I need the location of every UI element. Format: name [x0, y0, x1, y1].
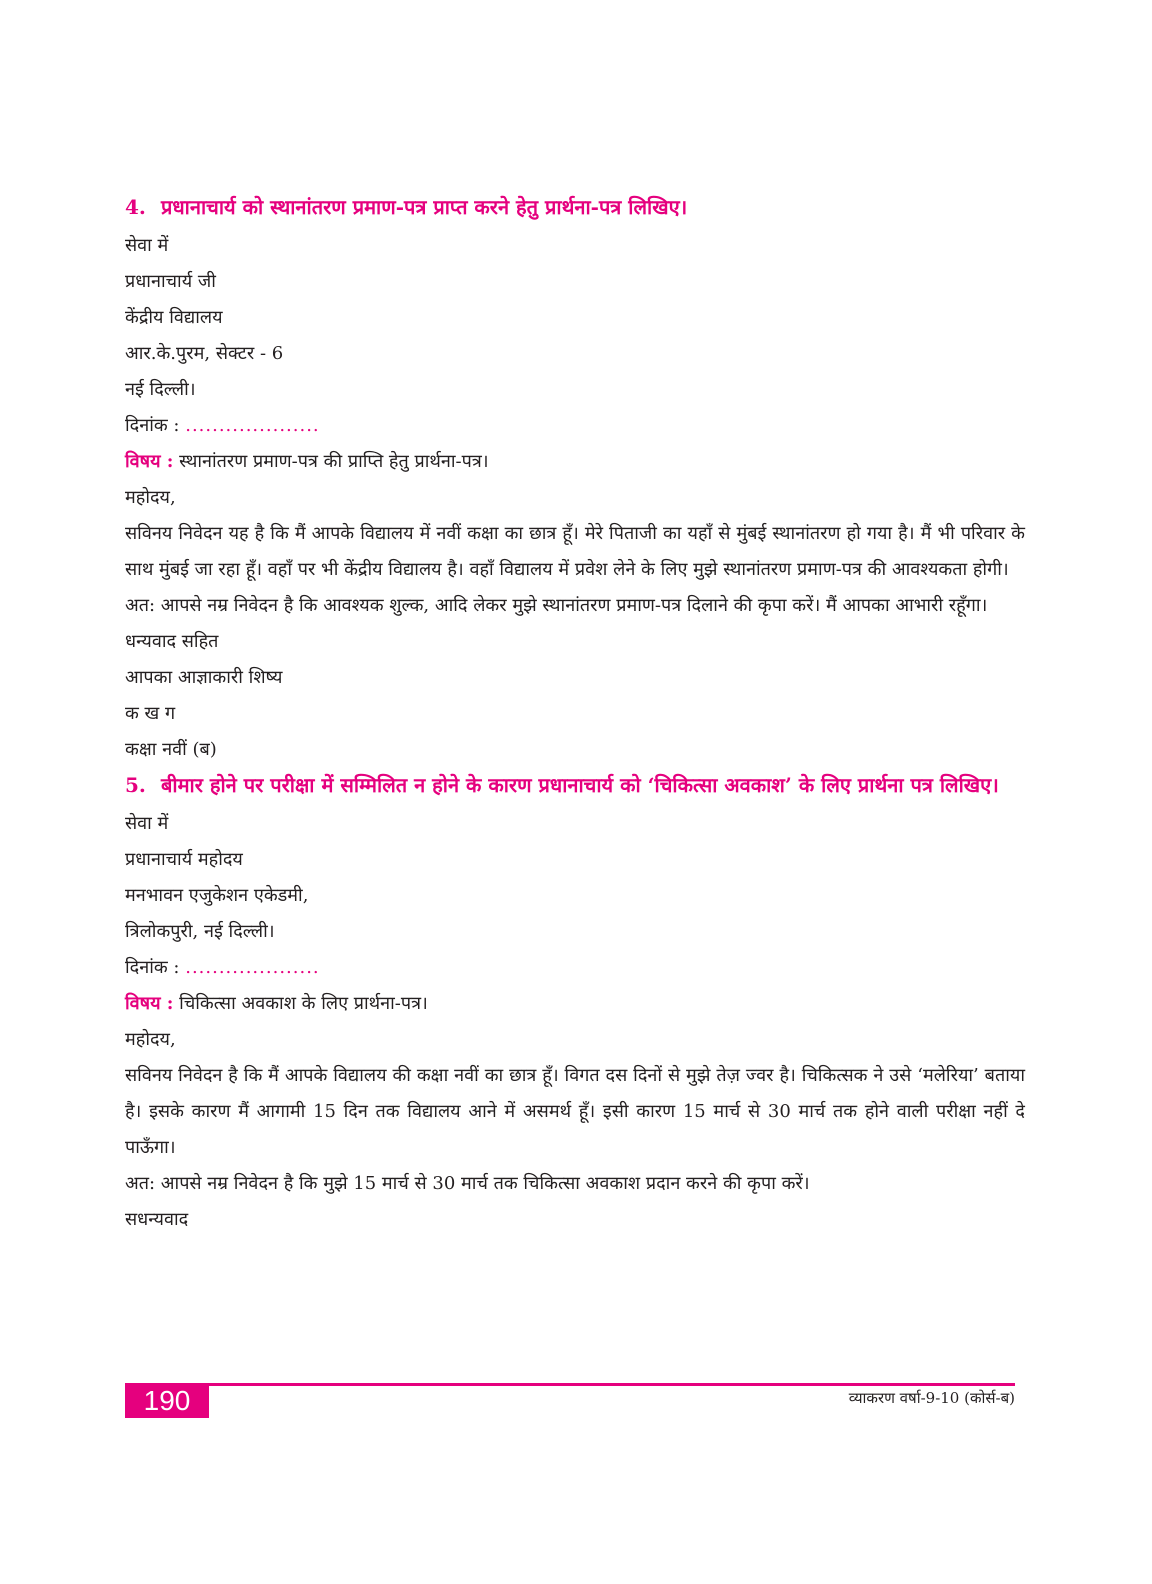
body-paragraph: सविनय निवेदन है कि मैं आपके विद्यालय की कक्षा नवीं का छात्र हूँ। विगत दस दिनों से मुझे तेज़ ज्वर है। चिकित्सक ने उसे ‘मलेरिया’ बताया है। इसके कारण मैं आगामी 15 दिन तक विद्यालय आने में असमर्थ हूँ। इसी कारण 15 मार्च से 30 मार्च तक होने वाली परीक्षा नहीं दे पाऊँगा। [125, 1065, 1025, 1158]
subject-line [125, 444, 1025, 480]
subject-label: विषय : [125, 993, 174, 1014]
date-line [125, 408, 1025, 444]
address-line: नई दिल्ली। [125, 379, 196, 400]
subject-label: विषय : [125, 451, 174, 472]
page-number: 190 [125, 1384, 209, 1418]
date-line [125, 950, 1025, 986]
question-5-text: बीमार होने पर परीक्षा में सम्मिलित न होने के कारण प्रधानाचार्य को ‘चिकित्सा अवकाश’ के लिए प्रार्थना पत्र लिखिए। [161, 773, 999, 797]
subject-text: स्थानांतरण प्रमाण-पत्र की प्राप्ति हेतु प्रार्थना-पत्र। [179, 451, 489, 472]
body-paragraph: अत: आपसे नम्र निवेदन है कि आवश्यक शुल्क, आदि लेकर मुझे स्थानांतरण प्रमाण-पत्र दिलाने की कृपा करें। मैं आपका आभारी रहूँगा। [125, 595, 988, 616]
closing-line: आपका आज्ञाकारी शिष्य [125, 667, 283, 688]
subject-line [125, 986, 1025, 1022]
question-4-heading [125, 190, 1025, 224]
closing-line: सधन्यवाद [125, 1209, 189, 1230]
salutation: महोदय, [125, 487, 176, 508]
address-line: प्रधानाचार्य महोदय [125, 849, 243, 870]
subject-text: चिकित्सा अवकाश के लिए प्रार्थना-पत्र। [179, 993, 428, 1014]
date-blank: .................... [185, 957, 320, 978]
address-line: आर.के.पुरम, सेक्टर - 6 [125, 343, 284, 364]
address-line: केंद्रीय विद्यालय [125, 307, 223, 328]
salutation: महोदय, [125, 1029, 176, 1050]
address-line: सेवा में [125, 235, 169, 256]
address-line: मनभावन एजुकेशन एकेडमी, [125, 885, 309, 906]
question-5-heading [125, 768, 1025, 802]
date-label: दिनांक : [125, 415, 180, 436]
question-4-text: प्रधानाचार्य को स्थानांतरण प्रमाण-पत्र प्राप्त करने हेतु प्रार्थना-पत्र लिखिए। [161, 195, 688, 219]
address-line: प्रधानाचार्य जी [125, 271, 216, 292]
closing-line: धन्यवाद सहित [125, 631, 219, 652]
page-content [125, 190, 1025, 1238]
address-line: त्रिलोकपुरी, नई दिल्ली। [125, 921, 275, 942]
date-label: दिनांक : [125, 957, 180, 978]
closing-line: क ख ग [125, 703, 176, 724]
body-paragraph: अत: आपसे नम्र निवेदन है कि मुझे 15 मार्च से 30 मार्च तक चिकित्सा अवकाश प्रदान करने की कृपा करें। [125, 1173, 810, 1194]
body-paragraph: सविनय निवेदन यह है कि मैं आपके विद्यालय में नवीं कक्षा का छात्र हूँ। मेरे पिताजी का यहाँ से मुंबई स्थानांतरण हो गया है। मैं भी परिवार के साथ मुंबई जा रहा हूँ। वहाँ पर भी केंद्रीय विद्यालय है। वहाँ विद्यालय में प्रवेश लेने के लिए मुझे स्थानांतरण प्रमाण-पत्र की आवश्यकता होगी। [125, 523, 1025, 580]
question-5-number: 5. [125, 773, 146, 797]
book-title: व्याकरण वर्षा-9-10 (कोर्स-ब) [848, 1389, 1015, 1407]
address-line: सेवा में [125, 813, 169, 834]
closing-line: कक्षा नवीं (ब) [125, 739, 217, 760]
question-4-number: 4. [125, 195, 146, 219]
date-blank: .................... [185, 415, 320, 436]
